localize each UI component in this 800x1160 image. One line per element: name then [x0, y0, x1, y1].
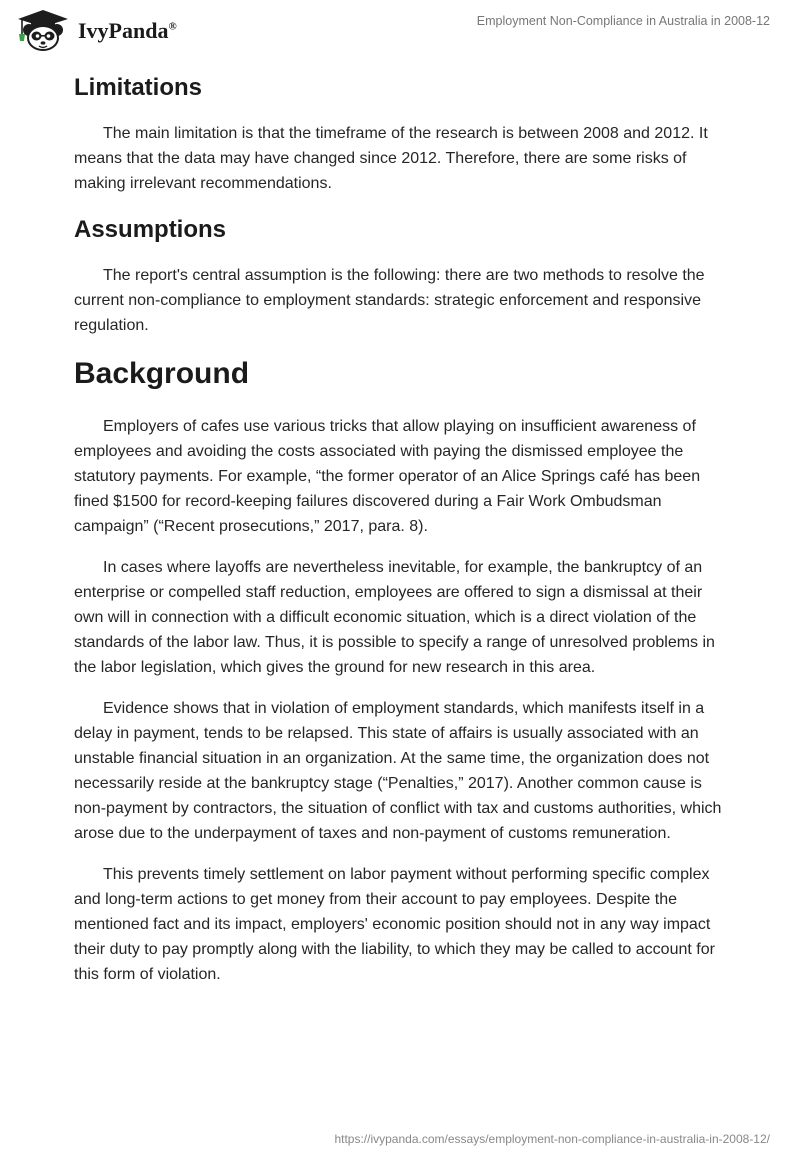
page-header	[0, 0, 800, 62]
heading-assumptions: Assumptions	[74, 216, 227, 243]
essay-content	[74, 68, 734, 987]
panda-logo-icon	[14, 8, 72, 52]
document-title: Employment Non-Compliance in Australia in 2008-12	[476, 14, 770, 28]
source-url-link[interactable]: https://ivypanda.com/essays/employment-non-compliance-in-australia-in-2008-12/	[334, 1132, 770, 1146]
brand-logo[interactable]	[14, 8, 177, 52]
paragraph-background-2: In cases where layoffs are nevertheless inevitable, for example, the bankruptcy of an enterprise or compelled staff reduction, employees are offered to sign a dismissal at their own will in connection with a difficult economic situation, which is a direct violation of the standards of the labor law. Thus, it is possible to specify a range of unresolved problems in the labor legislation, which gives the ground for new research in this area.	[74, 559, 715, 676]
paragraph-assumptions: The report's central assumption is the following: there are two methods to resolve the current non-compliance to employment standards: strategic enforcement and responsive regulation.	[74, 267, 705, 334]
brand-name: IvyPanda®	[78, 18, 177, 43]
paragraph-limitations: The main limitation is that the timeframe of the research is between 2008 and 2012. It means that the data may have changed since 2012. Therefore, there are some risks of making irrelevant recommendations.	[74, 125, 708, 192]
paragraph-background-3: Evidence shows that in violation of employment standards, which manifests itself in a delay in payment, tends to be relapsed. This state of affairs is usually associated with an unstable financial situation in an organization. At the same time, the organization does not necessarily reside at the bankruptcy stage (“Penalties,” 2017). Another common cause is non-payment by contractors, the situation of conflict with tax and customs authorities, which arose due to the underpayment of taxes and non-payment of customs remuneration.	[74, 700, 722, 842]
heading-limitations: Limitations	[74, 74, 203, 101]
heading-background: Background	[74, 357, 250, 390]
paragraph-background-1: Employers of cafes use various tricks that allow playing on insufficient awareness of employees and avoiding the costs associated with paying the dismissed employee the statutory payments. For example, “the former operator of an Alice Springs café has been fined $1500 for record-keeping failures discovered during a Fair Work Ombudsman campaign” (“Recent prosecutions,” 2017, para. 8).	[74, 418, 701, 535]
paragraph-background-4: This prevents timely settlement on labor payment without performing specific complex and long-term actions to get money from their account to pay employees. Despite the mentioned fact and its impact, employers' economic position should not in any way impact their duty to pay promptly along with the liability, to which they may be called to account for this form of violation.	[74, 866, 715, 983]
